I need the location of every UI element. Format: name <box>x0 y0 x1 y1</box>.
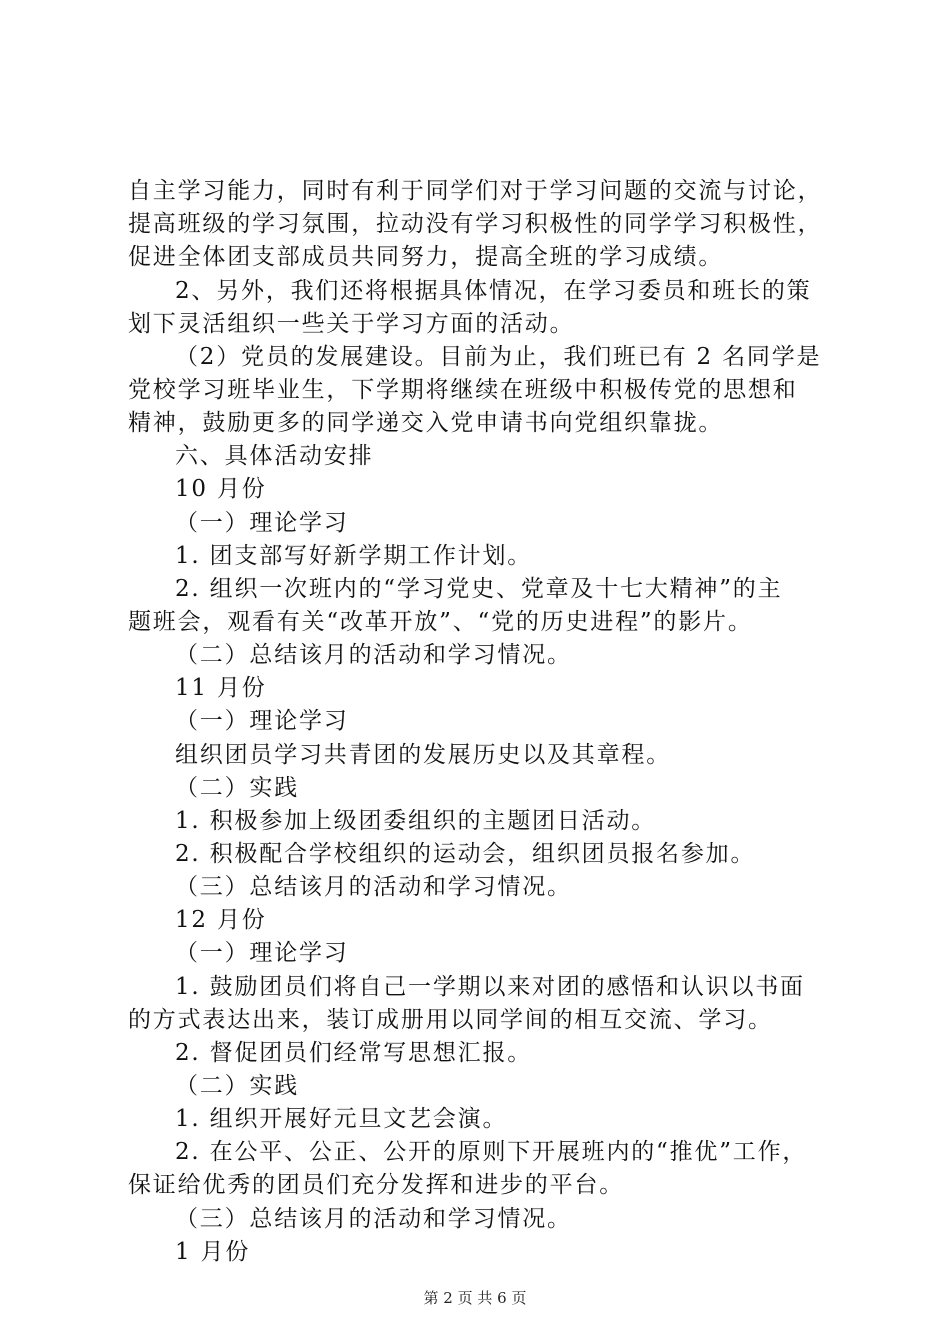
paragraph-line: 1. 积极参加上级团委组织的主题团日活动。 <box>175 808 657 834</box>
paragraph-line: 提高班级的学习氛围，拉动没有学习积极性的同学学习积极性， <box>128 211 823 237</box>
subsection-heading: （二）总结该月的活动和学习情况。 <box>175 642 572 668</box>
paragraph-line: 1. 团支部写好新学期工作计划。 <box>175 543 533 569</box>
paragraph-line: 2. 在公平、公正、公开的原则下开展班内的“推优”工作， <box>175 1139 808 1165</box>
paragraph-line: 组织团员学习共青团的发展历史以及其章程。 <box>175 742 671 768</box>
page-indicator: 第 2 页 共 6 页 <box>423 1289 527 1307</box>
paragraph-line: 题班会，观看有关“改革开放”、“党的历史进程”的影片。 <box>128 609 753 635</box>
month-heading: 12 月份 <box>175 907 267 933</box>
paragraph-line: 2. 组织一次班内的“学习党史、党章及十七大精神”的主 <box>175 576 783 602</box>
paragraph-line: 促进全体团支部成员共同努力，提高全班的学习成绩。 <box>128 244 724 270</box>
paragraph-line: 自主学习能力，同时有利于同学们对于学习问题的交流与讨论， <box>128 178 823 204</box>
paragraph-line: 划下灵活组织一些关于学习方面的活动。 <box>128 311 575 337</box>
subsection-heading: （三）总结该月的活动和学习情况。 <box>175 1206 572 1232</box>
month-heading: 1 月份 <box>175 1239 251 1265</box>
month-heading: 10 月份 <box>175 476 267 502</box>
subsection-heading: （一）理论学习 <box>175 708 349 734</box>
paragraph-line: 的方式表达出来，装订成册用以同学间的相互交流、学习。 <box>128 1007 773 1033</box>
subsection-heading: （二）实践 <box>175 775 299 801</box>
month-heading: 11 月份 <box>175 675 267 701</box>
section-heading: 六、具体活动安排 <box>175 443 374 469</box>
paragraph-line: 2、另外，我们还将根据具体情况，在学习委员和班长的策 <box>175 278 812 304</box>
subsection-heading: （一）理论学习 <box>175 940 349 966</box>
subsection-heading: （一）理论学习 <box>175 510 349 536</box>
paragraph-line: 1. 鼓励团员们将自己一学期以来对团的感悟和认识以书面 <box>175 974 805 1000</box>
paragraph-line: 2. 积极配合学校组织的运动会，组织团员报名参加。 <box>175 841 756 867</box>
paragraph-line: 精神，鼓励更多的同学递交入党申请书向党组织靠拢。 <box>128 410 724 436</box>
paragraph-line: 2. 督促团员们经常写思想汇报。 <box>175 1040 533 1066</box>
paragraph-line: 党校学习班毕业生，下学期将继续在班级中积极传党的思想和 <box>128 377 798 403</box>
paragraph-line: 1. 组织开展好元旦文艺会演。 <box>175 1106 508 1132</box>
paragraph-line: 保证给优秀的团员们充分发挥和进步的平台。 <box>128 1172 624 1198</box>
subsection-heading: （二）实践 <box>175 1073 299 1099</box>
subsection-heading: （三）总结该月的活动和学习情况。 <box>175 874 572 900</box>
paragraph-line: （2）党员的发展建设。目前为止，我们班已有 2 名同学是 <box>175 344 822 370</box>
